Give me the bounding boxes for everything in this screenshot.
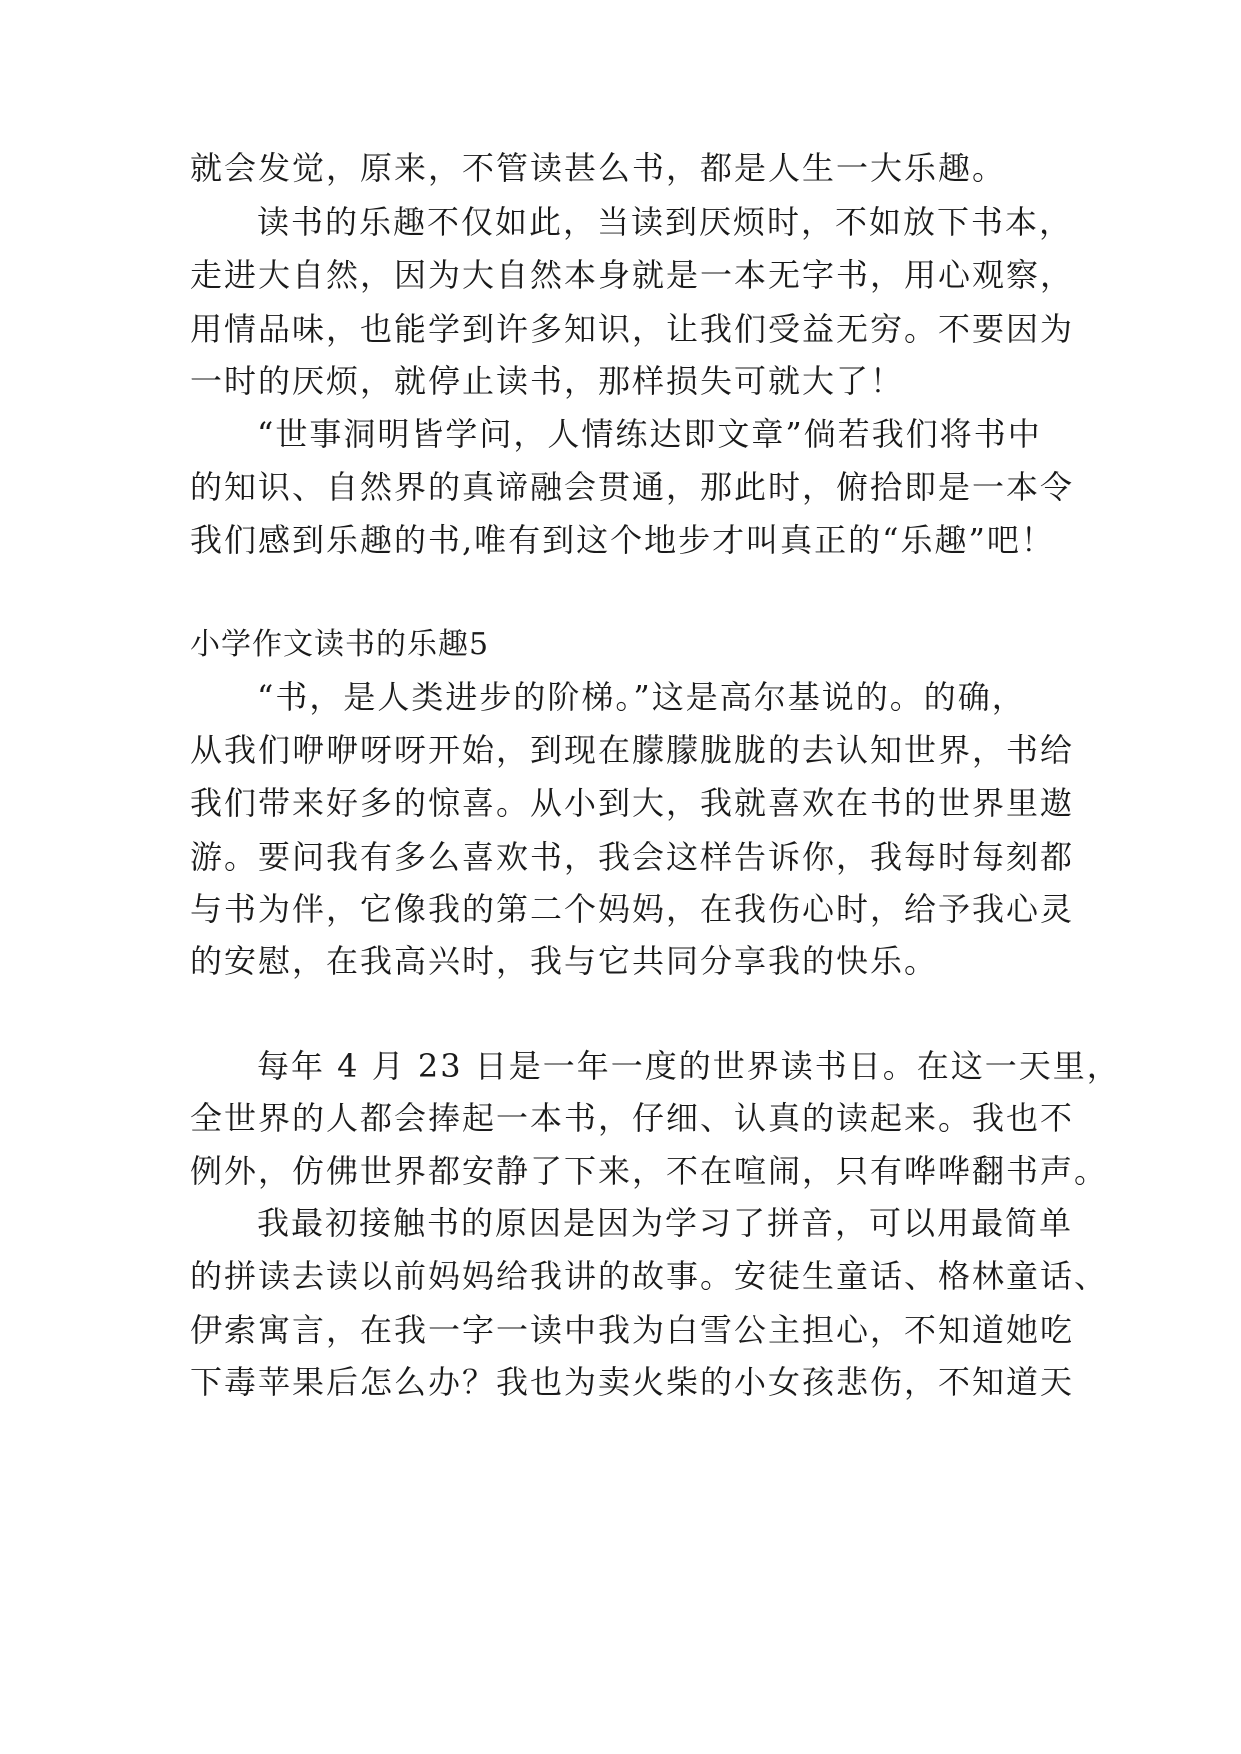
paragraph-line: 读书的乐趣不仅如此，当读到厌烦时，不如放下书本， — [257, 203, 1074, 241]
paragraph-line: 的知识、自然界的真谛融会贯通，那此时，俯拾即是一本令 — [190, 468, 1075, 506]
paragraph-line: 游。要问我有多么喜欢书，我会这样告诉你，我每时每刻都 — [190, 838, 1075, 876]
paragraph-line: 我最初接触书的原因是因为学习了拼音，可以用最简单 — [257, 1204, 1074, 1242]
paragraph-line: 每年 4 月 23 日是一年一度的世界读书日。在这一天里， — [257, 1047, 1121, 1085]
paragraph-line: 从我们咿咿呀呀开始，到现在朦朦胧胧的去认知世界，书给 — [190, 731, 1075, 769]
paragraph-line: 与书为伴，它像我的第二个妈妈，在我伤心时，给予我心灵 — [190, 890, 1075, 928]
paragraph-line: 一时的厌烦，就停止读书，那样损失可就大了！ — [190, 362, 905, 400]
section-heading: 小学作文读书的乐趣5 — [190, 627, 490, 662]
paragraph-line: “世事洞明皆学问，人情练达即文章”倘若我们将书中 — [257, 415, 1042, 453]
paragraph-line: 下毒苹果后怎么办？我也为卖火柴的小女孩悲伤，不知道天 — [190, 1363, 1075, 1401]
paragraph-line: 伊索寓言，在我一字一读中我为白雪公主担心，不知道她吃 — [190, 1311, 1075, 1349]
paragraph-line: “书，是人类进步的阶梯。”这是高尔基说的。的确， — [257, 678, 1026, 716]
paragraph-line: 就会发觉，原来，不管读甚么书，都是人生一大乐趣。 — [190, 149, 1007, 187]
paragraph-line: 走进大自然，因为大自然本身就是一本无字书，用心观察， — [190, 256, 1075, 294]
paragraph-line: 我们带来好多的惊喜。从小到大，我就喜欢在书的世界里遨 — [190, 784, 1075, 822]
paragraph-line: 我们感到乐趣的书,唯有到这个地步才叫真正的“乐趣”吧！ — [190, 521, 1055, 559]
paragraph-line: 的安慰，在我高兴时，我与它共同分享我的快乐。 — [190, 942, 939, 980]
paragraph-line: 全世界的人都会捧起一本书，仔细、认真的读起来。我也不 — [190, 1099, 1075, 1137]
paragraph-line: 用情品味，也能学到许多知识，让我们受益无穷。不要因为 — [190, 310, 1075, 348]
paragraph-line: 例外，仿佛世界都安静了下来，不在喧闹，只有哗哗翻书声。 — [190, 1152, 1109, 1190]
paragraph-line: 的拼读去读以前妈妈给我讲的故事。安徒生童话、格林童话、 — [190, 1257, 1109, 1295]
